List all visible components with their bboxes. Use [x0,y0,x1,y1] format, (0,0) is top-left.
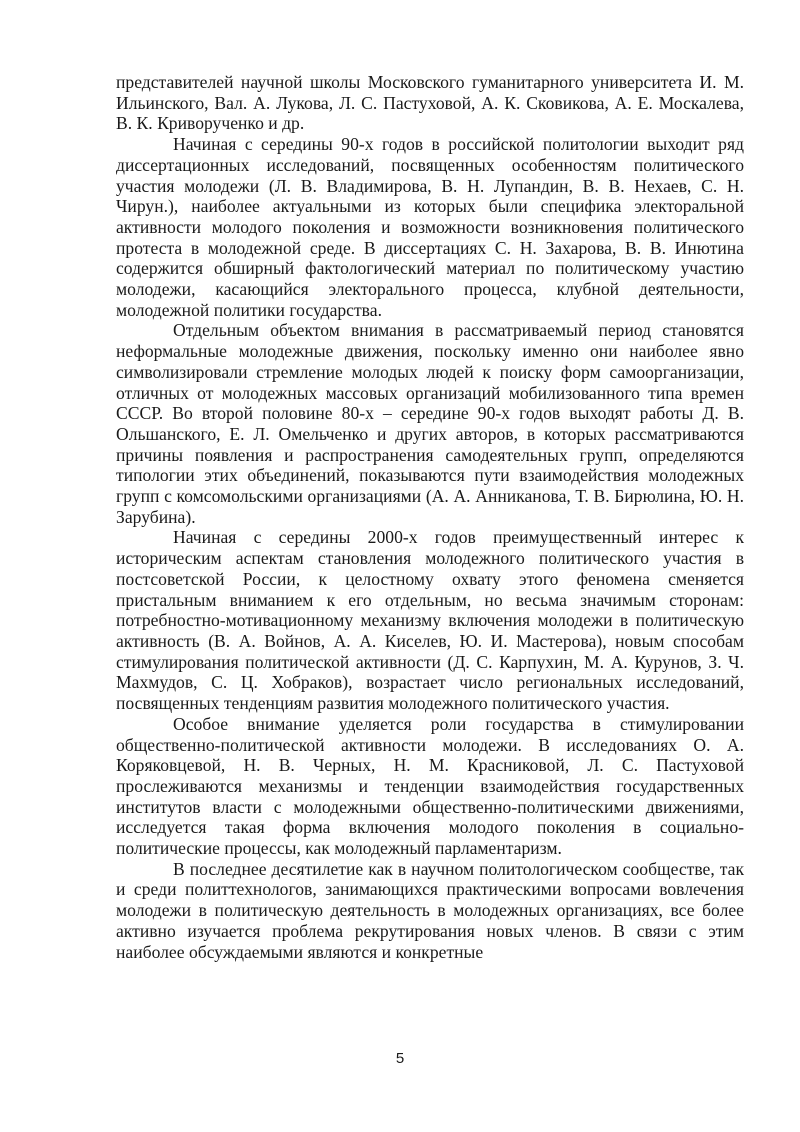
paragraph-3: Отдельным объектом внимания в рассматриваемый период становятся неформальные молодежные движения, поскольку именно они наиболее явно символизировали стремление молодых людей к поиску форм самоорганизации, отличных от молодежных массовых организаций мобилизованного типа времен СССР. Во второй половине 80-х – середине 90-х годов выходят работы Д. В. Ольшанского, Е. Л. Омельченко и других авторов, в которых рассматриваются причины появления и распространения самодеятельных групп, определяются типологии этих объединений, показываются пути взаимодействия молодежных групп с комсомольскими организациями (А. А. Анниканова, Т. В. Бирюлина, Ю. Н. Зарубина). [116,320,744,527]
paragraph-6: В последнее десятилетие как в научном политологическом сообществе, так и среди политтехнологов, занимающихся практическими вопросами вовлечения молодежи в политическую деятельность в молодежных организациях, все более активно изучается проблема рекрутирования новых членов. В связи с этим наиболее обсуждаемыми являются и конкретные [116,858,744,962]
paragraph-1: представителей научной школы Московского гуманитарного университета И. М. Ильинского, Вал. А. Лукова, Л. С. Пастуховой, А. К. Сковикова, А. Е. Москалева, В. К. Криворученко и др. [116,72,744,134]
body-text [116,72,744,962]
paragraph-4: Начиная с середины 2000-х годов преимущественный интерес к историческим аспектам становления молодежного политического участия в постсоветской России, к целостному охвату этого феномена сменяется пристальным вниманием к его отдельным, но весьма значимым сторонам: потребностно-мотивационному механизму включения молодежи в политическую активность (В. А. Войнов, А. А. Киселев, Ю. И. Мастерова), новым способам стимулирования политической активности (Д. С. Карпухин, М. А. Курунов, З. Ч. Махмудов, С. Ц. Хобраков), возрастает число региональных исследований, посвященных тенденциям развития молодежного политического участия. [116,527,744,714]
page-number: 5 [395,1050,405,1067]
paragraph-2: Начиная с середины 90-х годов в российской политологии выходит ряд диссертационных исследований, посвященных особенностям политического участия молодежи (Л. В. Владимирова, В. Н. Лупандин, В. В. Нехаев, С. Н. Чирун.), наиболее актуальными из которых были специфика электоральной активности молодого поколения и возможности возникновения политического протеста в молодежной среде. В диссертациях С. Н. Захарова, В. В. Инютина содержится обширный фактологический материал по политическому участию молодежи, касающийся электорального процесса, клубной деятельности, молодежной политики государства. [116,134,744,320]
paragraph-5: Особое внимание уделяется роли государства в стимулировании общественно-политической активности молодежи. В исследованиях О. А. Коряковцевой, Н. В. Черных, Н. М. Красниковой, Л. С. Пастуховой прослеживаются механизмы и тенденции взаимодействия государственных институтов власти с молодежными общественно-политическими движениями, исследуется такая форма включения молодого поколения в социально-политические процессы, как молодежный парламентаризм. [116,713,744,859]
